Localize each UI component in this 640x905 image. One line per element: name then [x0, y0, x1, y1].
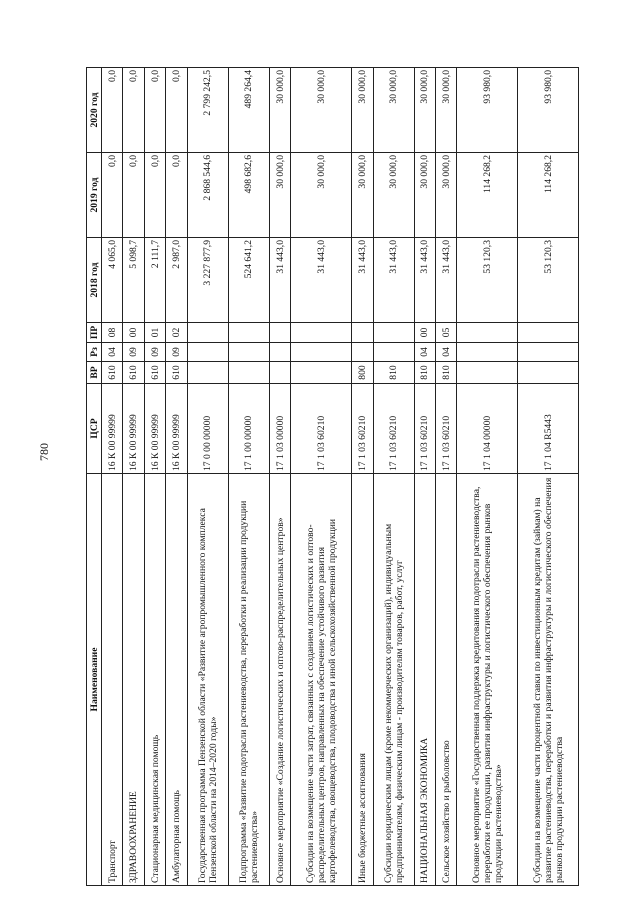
cell-pr: [518, 323, 579, 343]
cell-csr: 16 К 00 99999: [123, 384, 144, 474]
cell-csr: 17 1 03 60210: [291, 384, 352, 474]
cell-csr: 16 К 00 99999: [102, 384, 123, 474]
cell-pr: 00: [123, 323, 144, 343]
cell-2018: 53 120,3: [457, 238, 518, 323]
cell-name: Субсидии на возмещение части процентной ставки по инвестиционным кредитам (займам) на развитие растениеводства, переработки и развития инфраструктуры и логистического обеспечения рынков продукции растениеводства: [518, 474, 579, 886]
cell-csr: 17 0 00 00000: [187, 384, 228, 474]
cell-2020: 0,0: [144, 68, 165, 153]
cell-2018: 524 641,2: [228, 238, 269, 323]
header-vr: ВР: [87, 362, 102, 384]
cell-rz: 09: [123, 343, 144, 362]
cell-vr: [291, 362, 352, 384]
cell-pr: 02: [166, 323, 187, 343]
cell-2019: 30 000,0: [291, 153, 352, 238]
cell-2018: 3 227 877,9: [187, 238, 228, 323]
cell-vr: [518, 362, 579, 384]
header-pr: ПР: [87, 323, 102, 343]
cell-2019: 30 000,0: [436, 153, 457, 238]
cell-2019: 2 868 544,6: [187, 153, 228, 238]
table-row: [228, 68, 269, 886]
cell-name: Субсидии юридическим лицам (кроме некоммерческих организаций), индивидуальным предпринимателям, физическим лицам - производителям товаров, работ, услуг: [373, 474, 414, 886]
cell-pr: 05: [436, 323, 457, 343]
cell-pr: 01: [144, 323, 165, 343]
cell-csr: 17 1 04 00000: [457, 384, 518, 474]
cell-2018: 5 098,7: [123, 238, 144, 323]
cell-pr: [228, 323, 269, 343]
cell-2020: 30 000,0: [291, 68, 352, 153]
cell-vr: [269, 362, 290, 384]
table-row: [269, 68, 290, 886]
cell-2020: 30 000,0: [373, 68, 414, 153]
cell-name: Основное мероприятие «Создание логистических и оптово-распределительных центров»: [269, 474, 290, 886]
cell-vr: 810: [414, 362, 435, 384]
cell-2019: 114 268,2: [518, 153, 579, 238]
cell-2019: 30 000,0: [373, 153, 414, 238]
cell-rz: 09: [144, 343, 165, 362]
cell-2018: 31 443,0: [269, 238, 290, 323]
cell-rz: 04: [436, 343, 457, 362]
cell-2019: 30 000,0: [352, 153, 373, 238]
cell-2018: 31 443,0: [436, 238, 457, 323]
cell-2020: 0,0: [102, 68, 123, 153]
cell-2020: 93 980,0: [457, 68, 518, 153]
cell-pr: [457, 323, 518, 343]
table-row: [518, 68, 579, 886]
cell-2018: 31 443,0: [373, 238, 414, 323]
cell-name: НАЦИОНАЛЬНАЯ ЭКОНОМИКА: [414, 474, 435, 886]
table-row: [102, 68, 123, 886]
cell-pr: 00: [414, 323, 435, 343]
cell-vr: 810: [373, 362, 414, 384]
cell-name: Субсидии на возмещение части затрат, связанных с созданием логистических и оптово-распределительных центров, направленных на обеспечение устойчивого развития картофелеводства, овощеводства, плодоводства и иной сельскохозяйственной продукции: [291, 474, 352, 886]
header-rz: Рз: [87, 343, 102, 362]
cell-2019: 0,0: [144, 153, 165, 238]
table-row: [457, 68, 518, 886]
cell-csr: 16 К 00 99999: [144, 384, 165, 474]
cell-2019: 498 682,6: [228, 153, 269, 238]
table-row: [436, 68, 457, 886]
cell-vr: 610: [166, 362, 187, 384]
table-header-row: [87, 68, 102, 886]
cell-rz: [187, 343, 228, 362]
header-2018: 2018 год: [87, 238, 102, 323]
cell-2020: 0,0: [123, 68, 144, 153]
cell-rz: [457, 343, 518, 362]
cell-2020: 30 000,0: [414, 68, 435, 153]
cell-rz: [228, 343, 269, 362]
cell-pr: 08: [102, 323, 123, 343]
cell-2018: 31 443,0: [414, 238, 435, 323]
header-name: Наименование: [87, 474, 102, 886]
cell-2020: 2 799 242,5: [187, 68, 228, 153]
cell-name: Иные бюджетные ассигнования: [352, 474, 373, 886]
cell-name: Стационарная медицинская помощь: [144, 474, 165, 886]
cell-2019: 114 268,2: [457, 153, 518, 238]
cell-csr: 17 1 03 60210: [373, 384, 414, 474]
cell-csr: 17 1 03 60210: [414, 384, 435, 474]
cell-pr: [187, 323, 228, 343]
page-number: 780: [37, 443, 51, 461]
cell-2019: 30 000,0: [414, 153, 435, 238]
cell-pr: [269, 323, 290, 343]
cell-2018: 31 443,0: [291, 238, 352, 323]
cell-2019: 0,0: [123, 153, 144, 238]
cell-vr: 800: [352, 362, 373, 384]
cell-2019: 30 000,0: [269, 153, 290, 238]
cell-rz: [518, 343, 579, 362]
cell-2018: 2 111,7: [144, 238, 165, 323]
cell-vr: [228, 362, 269, 384]
cell-rz: 09: [166, 343, 187, 362]
cell-vr: [457, 362, 518, 384]
cell-2019: 0,0: [166, 153, 187, 238]
cell-2020: 489 264,4: [228, 68, 269, 153]
table-row: [414, 68, 435, 886]
cell-2020: 30 000,0: [436, 68, 457, 153]
cell-name: Сельское хозяйство и рыболовство: [436, 474, 457, 886]
cell-2018: 2 987,0: [166, 238, 187, 323]
cell-2020: 0,0: [166, 68, 187, 153]
cell-name: Подпрограмма «Развитие подотрасли растениеводства, переработки и реализации продукции растениеводства»: [228, 474, 269, 886]
cell-2020: 30 000,0: [269, 68, 290, 153]
table-row: [123, 68, 144, 886]
cell-2020: 93 980,0: [518, 68, 579, 153]
cell-name: Транспорт: [102, 474, 123, 886]
cell-vr: 610: [144, 362, 165, 384]
rotated-table-wrapper: [86, 68, 579, 886]
table-row: [187, 68, 228, 886]
cell-rz: [373, 343, 414, 362]
cell-csr: 17 1 03 60210: [352, 384, 373, 474]
cell-pr: [373, 323, 414, 343]
table-row: [166, 68, 187, 886]
cell-2018: 53 120,3: [518, 238, 579, 323]
cell-rz: [352, 343, 373, 362]
cell-2018: 4 065,0: [102, 238, 123, 323]
table-row: [144, 68, 165, 886]
cell-rz: [269, 343, 290, 362]
cell-name: Основное мероприятие «Государственная поддержка кредитования подотрасли растениеводства, переработки ее продукции, развития инфраструктуры и логистического обеспечения рынков продукции растениеводства»: [457, 474, 518, 886]
header-csr: ЦСР: [87, 384, 102, 474]
cell-vr: [187, 362, 228, 384]
cell-name: Государственная программа Пензенской области «Развитие агропромышленного комплекса Пензенской области на 2014–2020 годы»: [187, 474, 228, 886]
cell-rz: [291, 343, 352, 362]
budget-table: [86, 67, 579, 886]
cell-name: Амбулаторная помощь: [166, 474, 187, 886]
table-row: [373, 68, 414, 886]
cell-vr: 810: [436, 362, 457, 384]
table-row: [291, 68, 352, 886]
cell-csr: 16 К 00 99999: [166, 384, 187, 474]
cell-vr: 610: [123, 362, 144, 384]
cell-csr: 17 1 04 R5443: [518, 384, 579, 474]
cell-pr: [291, 323, 352, 343]
cell-csr: 17 1 00 00000: [228, 384, 269, 474]
header-2019: 2019 год: [87, 153, 102, 238]
table-row: [352, 68, 373, 886]
cell-rz: 04: [102, 343, 123, 362]
cell-2019: 0,0: [102, 153, 123, 238]
cell-name: ЗДРАВООХРАНЕНИЕ: [123, 474, 144, 886]
cell-rz: 04: [414, 343, 435, 362]
cell-vr: 610: [102, 362, 123, 384]
header-2020: 2020 год: [87, 68, 102, 153]
cell-pr: [352, 323, 373, 343]
cell-2018: 31 443,0: [352, 238, 373, 323]
cell-csr: 17 1 03 00000: [269, 384, 290, 474]
cell-csr: 17 1 03 60210: [436, 384, 457, 474]
cell-2020: 30 000,0: [352, 68, 373, 153]
